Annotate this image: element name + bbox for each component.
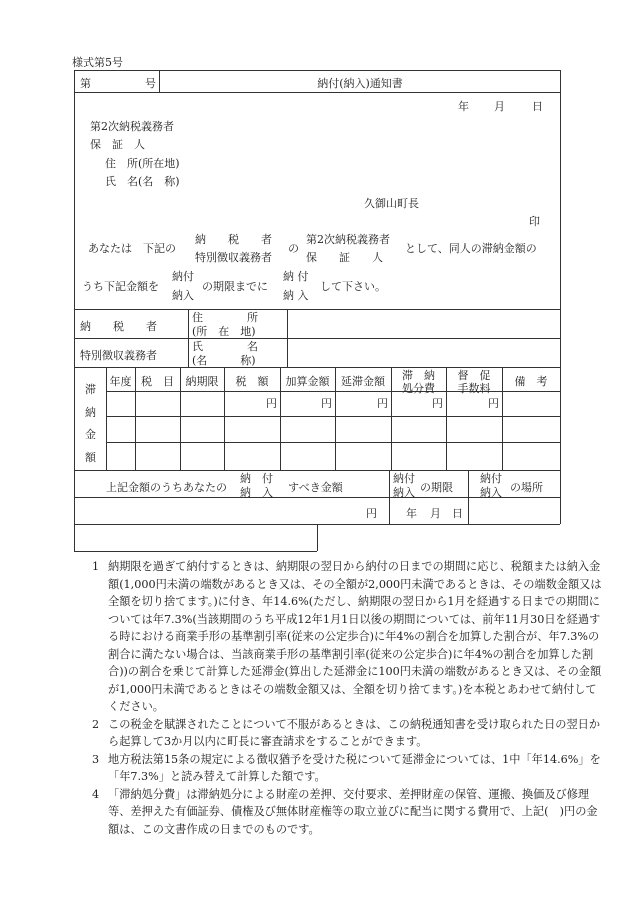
body-text-deliver: 納入 (172, 289, 194, 302)
arrears-side-label-2: 納 (85, 406, 96, 419)
taxpayer-name-label: 氏 名 (192, 340, 258, 353)
note-text: この税金を賦課されたことについて不服があるときは、この納税通知書を受け取られた日の翌日から起算して3か月以内に町長に審査請求をすることができます。 (108, 717, 601, 748)
summary-amount-label: すべき金額 (288, 481, 343, 494)
yen-unit: 円 (266, 397, 277, 410)
body-text-pay: 納 付 (283, 270, 309, 283)
col-remarks: 備 考 (514, 375, 548, 388)
summary-deadline-label: の期限 (420, 481, 453, 494)
taxpayer-corp-name-label: (名 称) (192, 354, 256, 367)
summary-yen: 円 (366, 507, 377, 520)
col-reminder-fee-top: 督 促 (457, 369, 491, 382)
summary-month: 月 (430, 507, 441, 520)
col-disposal-cost-top: 滞 納 (402, 369, 435, 382)
yen-unit: 円 (321, 397, 332, 410)
note-number: 2 (92, 717, 100, 731)
yen-unit: 円 (488, 397, 499, 410)
summary-pay: 納 付 (240, 472, 273, 485)
note-item (86, 716, 606, 751)
issuer-name: 久御山町長 (364, 197, 419, 210)
col-due-date: 納期限 (185, 375, 219, 388)
taxpayer-location-label: (所 在 地) (192, 325, 256, 338)
note-text: 地方税法第15条の規定による徴収猶予を受けた税について延滞金については、1中「年14.6%」を「年7.3%」と読み替えて計算した額です。 (108, 752, 601, 783)
notice-title: 納付(納入)通知書 (317, 77, 403, 90)
summary-deliver: 納入 (480, 486, 502, 499)
summary-deliver: 納入 (393, 486, 415, 499)
body-text-deliver: 納 入 (283, 289, 309, 302)
body-text: して下さい。 (320, 280, 386, 293)
addressee-address: 住 所(所在地) (105, 157, 180, 170)
col-reminder-fee-bottom: 手数料 (457, 382, 491, 395)
seal-mark: 印 (529, 215, 540, 228)
notes-section (86, 558, 606, 838)
body-text-taxpayer: 納 税 者 (195, 233, 272, 246)
col-disposal-cost-bottom: 処分費 (402, 382, 435, 395)
col-additional-amount: 加算金額 (285, 375, 330, 388)
note-number: 3 (92, 752, 100, 766)
body-text-guarantor: 保 証 人 (306, 251, 383, 264)
note-item (86, 558, 606, 716)
special-collector-label: 特別徴収義務者 (80, 349, 157, 362)
arrears-side-label-4: 額 (85, 451, 96, 464)
body-text-pay: 納付 (172, 270, 194, 283)
date-year: 年 (458, 100, 469, 113)
body-text-secondary-taxpayer: 第2次納税義務者 (306, 233, 390, 246)
date-day: 日 (532, 100, 543, 113)
body-text: うち下記金額を (82, 280, 159, 293)
col-late-fee: 延滞金額 (341, 375, 385, 388)
date-month: 月 (494, 100, 505, 113)
number-prefix: 第 (80, 77, 91, 90)
summary-year: 年 (406, 507, 417, 520)
body-text: の期限までに (202, 280, 268, 293)
arrears-side-label-3: 金 (85, 428, 96, 441)
taxpayer-address-label: 住 所 (192, 311, 258, 324)
addressee-guarantor: 保 証 人 (90, 138, 145, 151)
number-suffix: 号 (145, 77, 156, 90)
summary-pay: 納付 (480, 472, 502, 485)
body-text: あなたは 下記の (88, 242, 176, 255)
summary-place-label: の場所 (510, 481, 543, 494)
note-number: 4 (92, 787, 100, 801)
body-text: の (288, 242, 299, 255)
col-tax-amount: 税 額 (235, 375, 269, 388)
summary-label: 上記金額のうちあなたの (106, 481, 227, 494)
note-item (86, 786, 606, 839)
note-text: 納期限を過ぎて納付するときは、納期限の翌日から納付の日までの期間に応じ、税額または納入金額(1,000円未満の端数があるとき又は、その全額が2,000円未満であるときは、その端数金額又は全額を切り捨てます。)に付き、年14.6%(ただし、納期限の翌日から1月を経過する日までの期間については年7.3%(当該期間のうち平成12年1月1日以後の期間については、前年11月30日を経過する時における商業手形の基準割引率(従来の公定歩合)に年4%の割合を加算した割合が、年7.3%の割合に満たない場合は、当該商業手形の基準割引率(従来の公定歩合)に年4%の割合を加算した割合))の割合を乗じて計算した延滞金(算出した延滞金に100円未満の端数があるとき又は、その金額が1,000円未満であるときはその端数金額又は、全額を切り捨てます。)を本税とあわせて納付してください。 (108, 560, 602, 713)
taxpayer-label: 納 税 者 (80, 320, 157, 333)
yen-unit: 円 (377, 397, 388, 410)
body-text-special-collector: 特別徴収義務者 (195, 251, 272, 264)
addressee-secondary-taxpayer: 第2次納税義務者 (90, 120, 174, 133)
note-text: 「滞納処分費」は滞納処分による財産の差押、交付要求、差押財産の保管、運搬、換価及び修理等、差押えた有価証券、債権及び無体財産権等の取立並びに配当に関する費用で、上記( )円の金額は、この文書作成の日までのものです。 (108, 787, 598, 836)
summary-day: 日 (452, 507, 463, 520)
col-fiscal-year: 年度 (109, 375, 132, 388)
yen-unit: 円 (432, 397, 443, 410)
form-number: 様式第5号 (72, 56, 123, 69)
col-tax-item: 税 目 (141, 375, 174, 388)
summary-deliver: 納 入 (240, 486, 273, 499)
summary-pay: 納付 (393, 472, 415, 485)
body-text: として、同人の滞納金額の (405, 242, 537, 255)
note-number: 1 (92, 560, 100, 573)
arrears-side-label-1: 滞 (85, 383, 96, 396)
addressee-name: 氏 名(名 称) (105, 175, 180, 188)
note-item (86, 751, 606, 786)
